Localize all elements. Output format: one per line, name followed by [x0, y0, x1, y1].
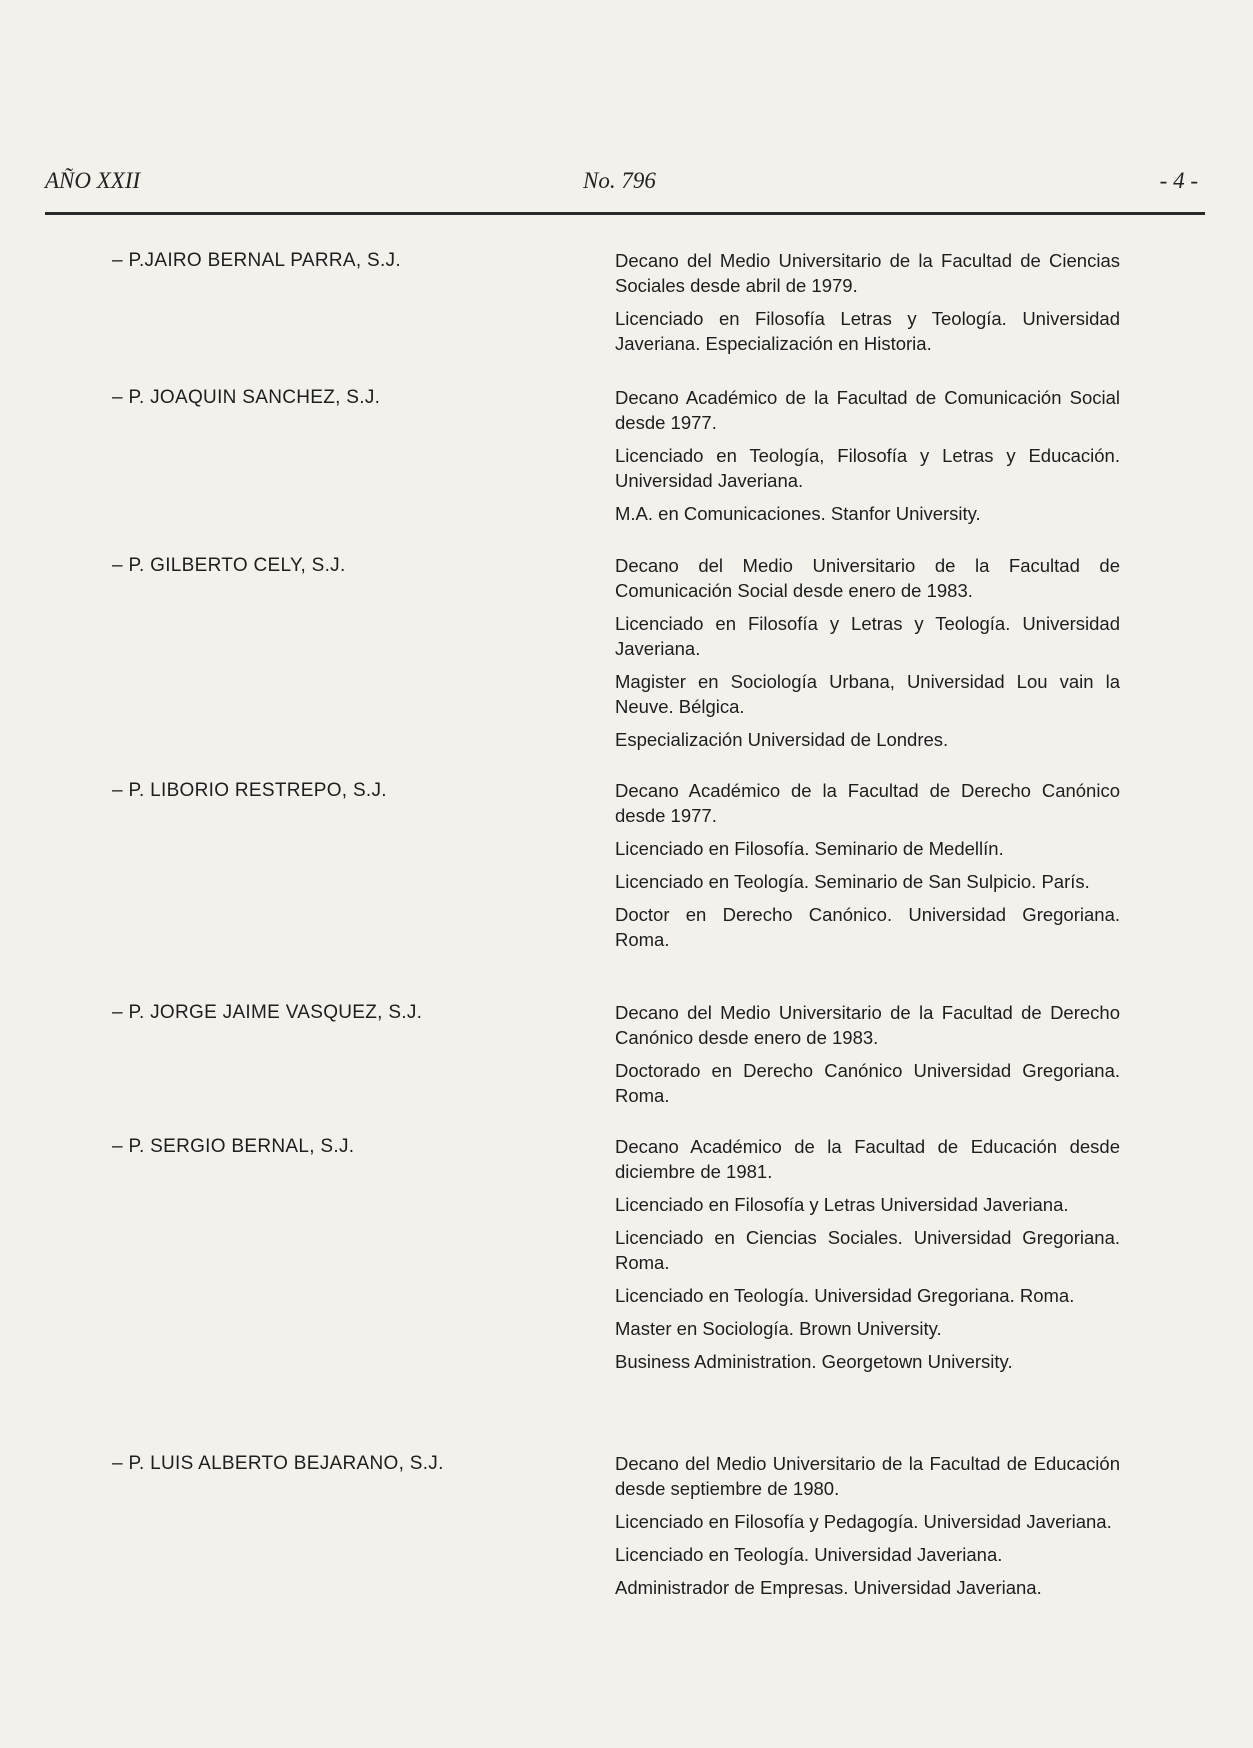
entry-name: – P. JORGE JAIME VASQUEZ, S.J. — [112, 1002, 423, 1023]
detail-line: Licenciado en Filosofía Letras y Teología. Universidad Javeriana. Especialización en Historia. — [615, 308, 1120, 354]
detail-line: Administrador de Empresas. Universidad Javeriana. — [615, 1577, 1042, 1598]
detail-line: Business Administration. Georgetown University. — [615, 1351, 1013, 1372]
entry-name: – P.JAIRO BERNAL PARRA, S.J. — [112, 250, 401, 271]
entry-details — [615, 1000, 1120, 1116]
page-number: - 4 - — [1159, 168, 1198, 193]
detail-line: M.A. en Comunicaciones. Stanfor University. — [615, 503, 981, 524]
detail-line: Doctorado en Derecho Canónico Universidad Gregoriana. Roma. — [615, 1060, 1120, 1106]
detail-line: Licenciado en Filosofía. Seminario de Medellín. — [615, 838, 1004, 859]
detail-line: Licenciado en Teología. Universidad Gregoriana. Roma. — [615, 1285, 1075, 1306]
entry-name: – P. GILBERTO CELY, S.J. — [112, 555, 346, 576]
entry-details — [615, 553, 1120, 760]
entry-details — [615, 248, 1120, 364]
detail-line: Licenciado en Teología. Universidad Javeriana. — [615, 1544, 1003, 1565]
detail-line: Master en Sociología. Brown University. — [615, 1318, 942, 1339]
detail-line: Licenciado en Ciencias Sociales. Universidad Gregoriana. Roma. — [615, 1227, 1120, 1273]
detail-line: Decano Académico de la Facultad de Educación desde diciembre de 1981. — [615, 1136, 1120, 1182]
issue-number: No. 796 — [583, 168, 656, 193]
detail-line: Decano del Medio Universitario de la Facultad de Educación desde septiembre de 1980. — [615, 1453, 1120, 1499]
detail-line: Especialización Universidad de Londres. — [615, 729, 949, 750]
entry-name: – P. JOAQUIN SANCHEZ, S.J. — [112, 387, 381, 408]
entry-details — [615, 385, 1120, 534]
entry-name: – P. SERGIO BERNAL, S.J. — [112, 1136, 355, 1157]
detail-line: Licenciado en Filosofía y Pedagogía. Universidad Javeriana. — [615, 1511, 1112, 1532]
page-header — [45, 168, 1210, 202]
detail-line: Licenciado en Teología. Seminario de San Sulpicio. París. — [615, 871, 1090, 892]
detail-line: Decano del Medio Universitario de la Facultad de Ciencias Sociales desde abril de 1979. — [615, 250, 1120, 296]
entry-details — [615, 778, 1120, 960]
detail-line: Licenciado en Filosofía y Letras y Teología. Universidad Javeriana. — [615, 613, 1120, 659]
detail-line: Decano Académico de la Facultad de Derecho Canónico desde 1977. — [615, 780, 1120, 826]
header-rule — [45, 212, 1205, 215]
entry-details — [615, 1134, 1120, 1382]
detail-line: Magister en Sociología Urbana, Universidad Lou vain la Neuve. Bélgica. — [615, 671, 1120, 717]
detail-line: Decano del Medio Universitario de la Facultad de Derecho Canónico desde enero de 1983. — [615, 1002, 1120, 1048]
detail-line: Licenciado en Teología, Filosofía y Letras y Educación. Universidad Javeriana. — [615, 445, 1120, 491]
entry-name: – P. LIBORIO RESTREPO, S.J. — [112, 780, 387, 801]
detail-line: Decano Académico de la Facultad de Comunicación Social desde 1977. — [615, 387, 1120, 433]
entry-details — [615, 1451, 1120, 1608]
detail-line: Decano del Medio Universitario de la Facultad de Comunicación Social desde enero de 1983. — [615, 555, 1120, 601]
detail-line: Licenciado en Filosofía y Letras Universidad Javeriana. — [615, 1194, 1069, 1215]
issue-year: AÑO XXII — [45, 168, 141, 193]
detail-line: Doctor en Derecho Canónico. Universidad Gregoriana. Roma. — [615, 904, 1120, 950]
entry-name: – P. LUIS ALBERTO BEJARANO, S.J. — [112, 1453, 444, 1474]
